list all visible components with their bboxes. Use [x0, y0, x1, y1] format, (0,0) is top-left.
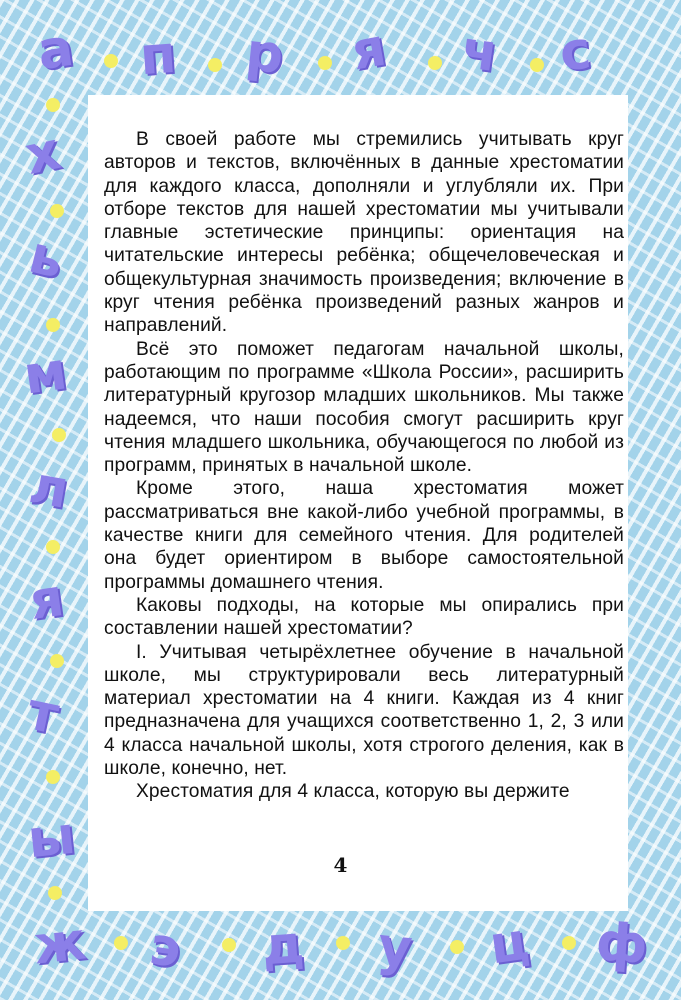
paragraph: Всё это поможет педагогам начальной школы, работающим по программе «Школа России», расширить литературный кругозор младших школьников. Мы также надеемся, что наши пособия смогут расширить круг чтения младшего школьника, обучающегося по любой из программ, принятых в начальной школе.: [104, 338, 624, 477]
border-letter: э: [145, 916, 185, 980]
border-letter: у: [374, 916, 415, 980]
border-dot: [208, 58, 222, 72]
border-dot: [48, 886, 62, 900]
border-dot: [50, 654, 64, 668]
border-dot: [46, 98, 60, 112]
border-dot: [104, 54, 118, 68]
border-dot: [52, 428, 66, 442]
paragraph: I. Учитывая четырёхлетнее обучение в начальной школе, мы структурировали весь литературный материал хрестоматии на 4 книги. Каждая из 4 книг предназначена для учащихся соответственно 1, 2, 3 или 4 класса начальной школы, хотя строгого деления, как в школе, конечно, нет.: [104, 641, 624, 780]
body-text: [104, 128, 624, 804]
border-dot: [46, 770, 60, 784]
border-dot: [114, 936, 128, 950]
border-letter: ь: [23, 224, 70, 292]
border-letter: т: [22, 681, 65, 747]
border-dot: [46, 540, 60, 554]
paragraph: Хрестоматия для 4 класса, которую вы держите: [136, 781, 570, 803]
border-letter: х: [20, 121, 66, 187]
border-dot: [530, 58, 544, 72]
border-letter: ы: [24, 805, 79, 871]
border-dot: [318, 56, 332, 70]
paragraph: Кроме этого, наша хрестоматия может рассматриваться вне какой-либо учебной программы, в качестве книги для семейного чтения. Для родителей она будет ориентиром в выборе самостоятельной программы домашнего чтения.: [104, 478, 624, 593]
border-dot: [46, 318, 60, 332]
border-letter: л: [25, 455, 74, 521]
border-letter: с: [556, 20, 594, 84]
border-letter: ф: [593, 912, 650, 976]
page-number: 4: [333, 853, 348, 877]
border-letter: м: [20, 341, 71, 407]
border-dot: [336, 936, 350, 950]
border-letter: р: [242, 22, 287, 86]
border-letter: а: [33, 17, 78, 83]
border-letter: д: [259, 914, 307, 978]
border-letter: ч: [457, 19, 502, 85]
paragraph: Каковы подходы, на которые мы опирались при составлении нашей хрестоматии?: [104, 594, 624, 640]
border-dot: [450, 940, 464, 954]
border-letter: я: [347, 17, 391, 83]
paragraph: В своей работе мы стремились учитывать круг авторов и текстов, включённых в данные хрестоматии для каждого класса, дополняли и углубляли их. При отборе текстов для нашей хрестоматии мы учитывали главные эстетические принципы: ориентация на читательские интересы ребёнка; общечеловеческая и общекультурная значимость произведения; включение в круг чтения ребёнка произведений разных жанров и направлений.: [104, 129, 624, 337]
border-letter: ж: [31, 911, 89, 977]
border-dot: [562, 936, 576, 950]
border-letter: я: [25, 567, 68, 633]
border-letter: ц: [486, 911, 533, 977]
border-dot: [222, 938, 236, 952]
border-dot: [428, 56, 442, 70]
border-letter: п: [137, 24, 178, 88]
border-dot: [50, 204, 64, 218]
